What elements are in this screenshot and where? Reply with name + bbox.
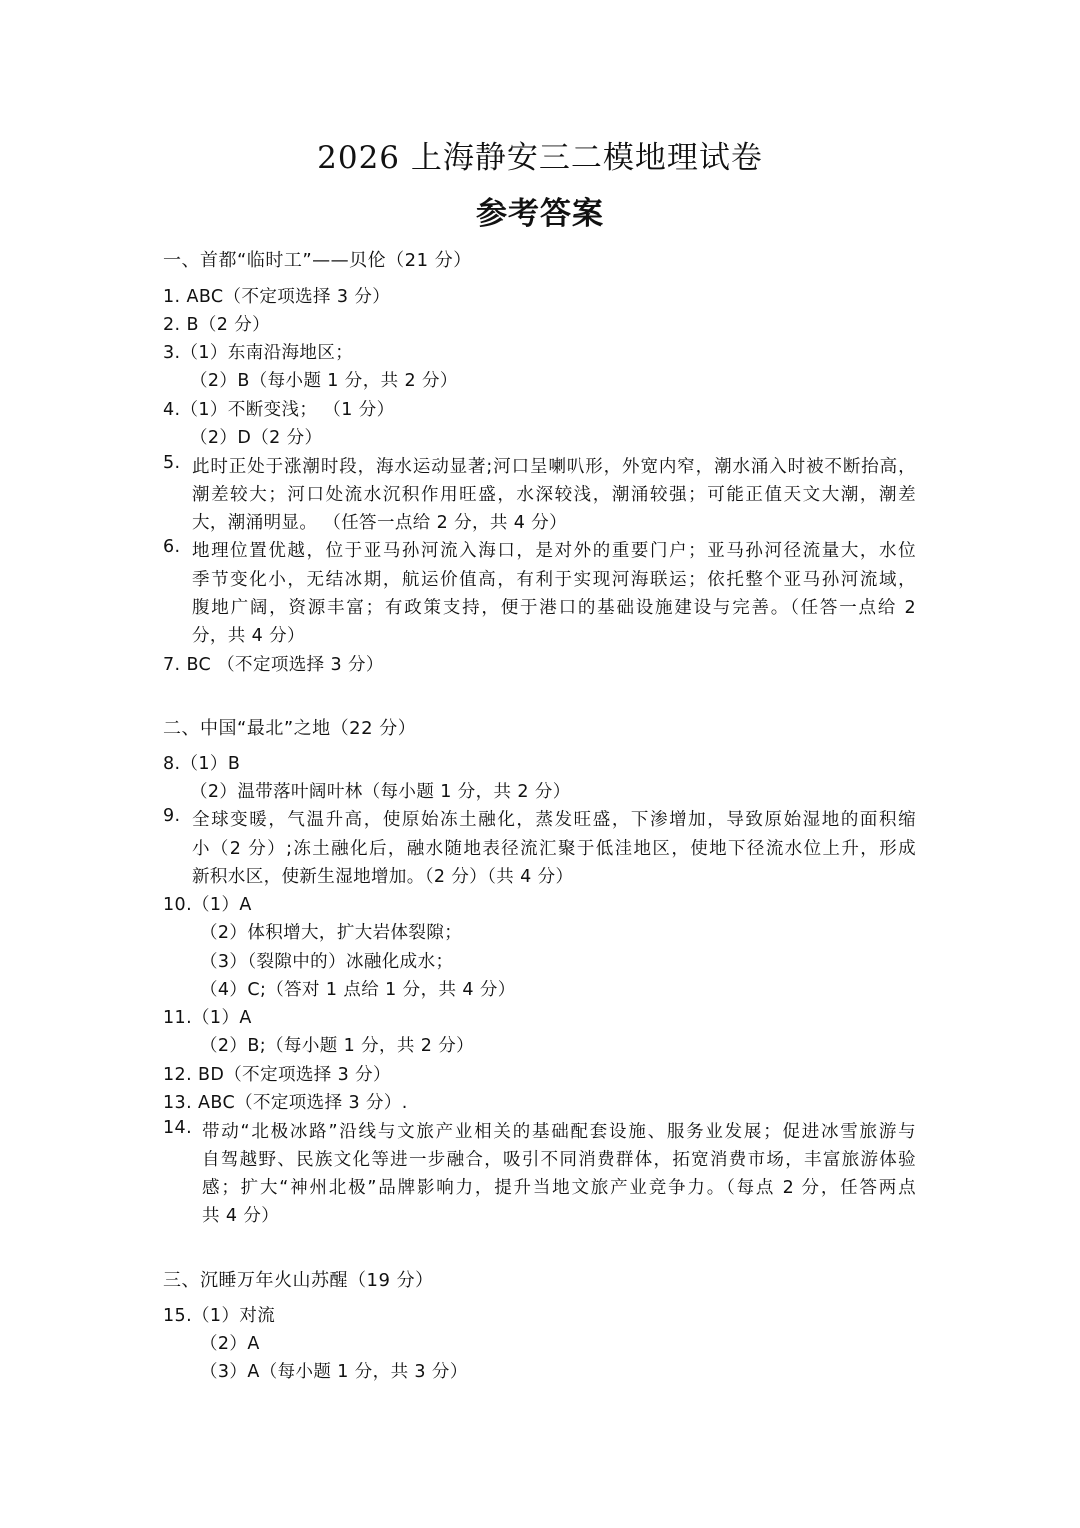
answer-line: （2）B（每小题 1 分，共 2 分） bbox=[190, 371, 458, 391]
answer-line: 13. ABC（不定项选择 3 分）. bbox=[163, 1093, 408, 1113]
answer-line: 共 4 分） bbox=[202, 1206, 280, 1226]
answer-line: 1. ABC（不定项选择 3 分） bbox=[163, 287, 391, 307]
document-subtitle: 参考答案 bbox=[476, 196, 604, 232]
answer-line: 带动“北极冰路”沿线与文旅产业相关的基础配套设施、服务业发展；促进冰雪旅游与 bbox=[202, 1122, 916, 1142]
answer-line: （2）B;（每小题 1 分，共 2 分） bbox=[200, 1036, 475, 1056]
question-number: 9. bbox=[163, 806, 181, 826]
section-heading-3: 三、沉睡万年火山苏醒（19 分） bbox=[163, 1270, 434, 1291]
question-number: 6. bbox=[163, 537, 181, 557]
document-title: 2026 上海静安三二模地理试卷 bbox=[317, 140, 763, 176]
answer-line: 7. BC （不定项选择 3 分） bbox=[163, 655, 384, 675]
answer-line: （2）D（2 分） bbox=[190, 428, 323, 448]
answer-line: （2）A bbox=[200, 1334, 260, 1354]
answer-line: 3.（1）东南沿海地区； bbox=[163, 343, 354, 363]
answer-line: 全球变暖，气温升高，使原始冻土融化，蒸发旺盛，下渗增加，导致原始湿地的面积缩 bbox=[192, 810, 916, 830]
answer-line: （3）（裂隙中的）冰融化成水； bbox=[200, 952, 454, 972]
answer-line: 此时正处于涨潮时段，海水运动显著;河口呈喇叭形，外宽内窄，潮水涌入时被不断抬高， bbox=[192, 457, 916, 477]
answer-line: 8.（1）B bbox=[163, 754, 241, 774]
section-heading-2: 二、中国“最北”之地（22 分） bbox=[163, 718, 417, 739]
section-heading-1: 一、首都“临时工”——贝伦（21 分） bbox=[163, 250, 472, 271]
answer-line: （4）C;（答对 1 点给 1 分，共 4 分） bbox=[200, 980, 516, 1000]
question-number: 5. bbox=[163, 453, 181, 473]
answer-line: （3）A（每小题 1 分，共 3 分） bbox=[200, 1362, 468, 1382]
answer-line: 4.（1）不断变浅； （1 分） bbox=[163, 400, 395, 420]
answer-line: 小（2 分）;冻土融化后，融水随地表径流汇聚于低洼地区，使地下径流水位上升，形成 bbox=[192, 839, 916, 859]
answer-line: 2. B（2 分） bbox=[163, 315, 271, 335]
answer-line: 腹地广阔，资源丰富；有政策支持，便于港口的基础设施建设与完善。（任答一点给 2 bbox=[192, 598, 916, 618]
answer-line: 潮差较大；河口处流水沉积作用旺盛，水深较浅，潮涌较强；可能正值天文大潮，潮差 bbox=[192, 485, 916, 505]
answer-line: 自驾越野、民族文化等进一步融合，吸引不同消费群体，拓宽消费市场，丰富旅游体验 bbox=[202, 1150, 916, 1170]
answer-line: （2）体积增大，扩大岩体裂隙； bbox=[200, 923, 463, 943]
question-number: 14. bbox=[163, 1118, 193, 1138]
answer-line: 15.（1）对流 bbox=[163, 1306, 276, 1326]
answer-line: 11.（1）A bbox=[163, 1008, 252, 1028]
answer-line: 新积水区，使新生湿地增加。（2 分）（共 4 分） bbox=[192, 867, 574, 887]
answer-line: 10.（1）A bbox=[163, 895, 252, 915]
answer-line: 12. BD（不定项选择 3 分） bbox=[163, 1065, 391, 1085]
answer-line: 分，共 4 分） bbox=[192, 626, 305, 646]
answer-line: 地理位置优越，位于亚马孙河流入海口，是对外的重要门户；亚马孙河径流量大，水位 bbox=[192, 541, 916, 561]
answer-line: 大，潮涌明显。 （任答一点给 2 分，共 4 分） bbox=[192, 513, 568, 533]
answer-line: 感；扩大“神州北极”品牌影响力，提升当地文旅产业竞争力。（每点 2 分，任答两点 bbox=[202, 1178, 916, 1198]
answer-line: （2）温带落叶阔叶林（每小题 1 分，共 2 分） bbox=[190, 782, 571, 802]
answer-line: 季节变化小，无结冰期，航运价值高，有利于实现河海联运；依托整个亚马孙河流域， bbox=[192, 570, 916, 590]
